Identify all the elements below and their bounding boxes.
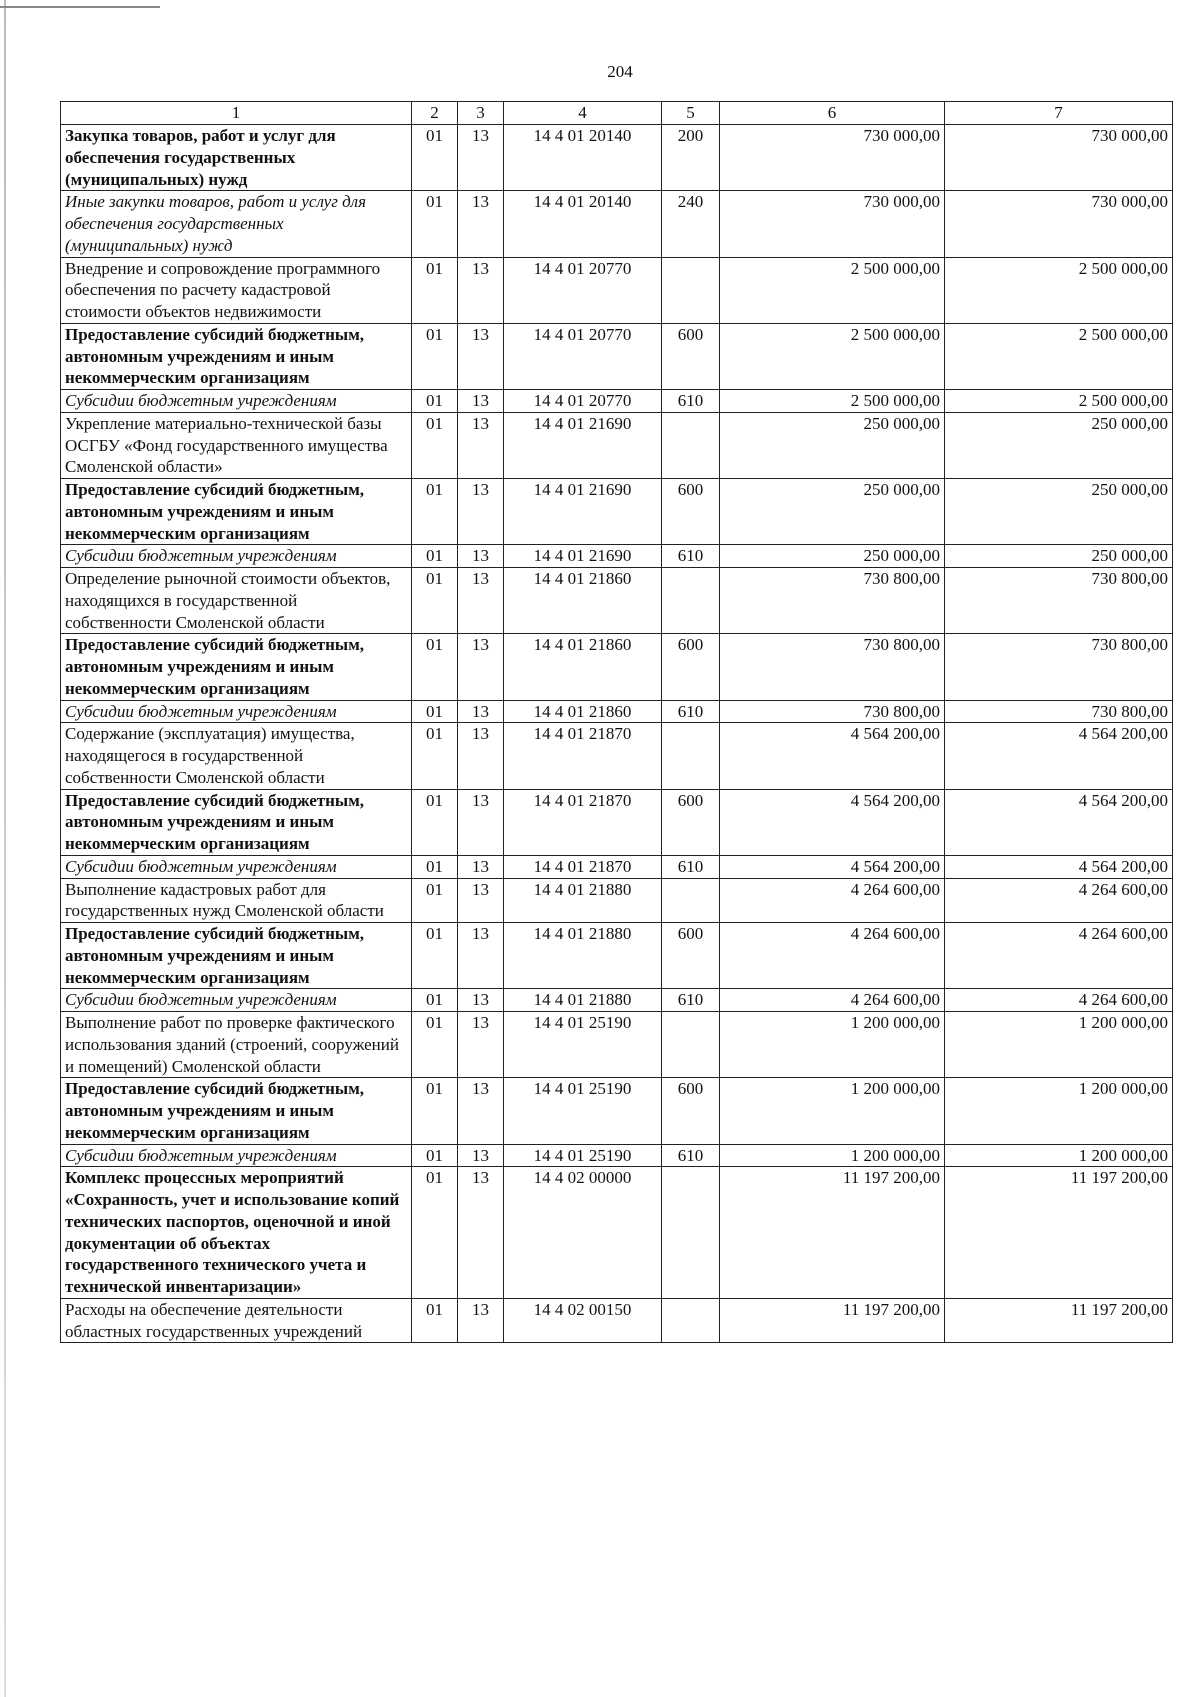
target-article-code: 14 4 01 25190 [504,1078,662,1144]
expense-name: Субсидии бюджетным учреждениям [61,855,412,878]
table-row [61,878,1173,923]
subsection-code: 13 [458,390,504,413]
expense-type-code: 200 [662,125,720,191]
expense-name: Предоставление субсидий бюджетным, автономным учреждениям и иным некоммерческим организациям [61,634,412,700]
page-number: 204 [607,62,633,81]
subsection-code: 13 [458,412,504,478]
section-code: 01 [412,700,458,723]
table-row [61,855,1173,878]
subsection-code: 13 [458,257,504,323]
section-code: 01 [412,323,458,389]
amount-year-2: 4 264 600,00 [945,989,1173,1012]
subsection-code: 13 [458,1012,504,1078]
table-row [61,634,1173,700]
amount-year-2: 730 000,00 [945,191,1173,257]
expense-name: Предоставление субсидий бюджетным, автономным учреждениям и иным некоммерческим организациям [61,923,412,989]
expense-name: Выполнение работ по проверке фактического использования зданий (строений, сооружений и помещений) Смоленской области [61,1012,412,1078]
section-code: 01 [412,878,458,923]
amount-year-2: 4 264 600,00 [945,923,1173,989]
section-code: 01 [412,1078,458,1144]
section-code: 01 [412,125,458,191]
expense-name: Субсидии бюджетным учреждениям [61,989,412,1012]
section-code: 01 [412,412,458,478]
column-header: 7 [945,102,1173,125]
section-code: 01 [412,1012,458,1078]
target-article-code: 14 4 01 21880 [504,923,662,989]
subsection-code: 13 [458,923,504,989]
subsection-code: 13 [458,323,504,389]
target-article-code: 14 4 01 21690 [504,479,662,545]
expense-name: Предоставление субсидий бюджетным, автономным учреждениям и иным некоммерческим организациям [61,323,412,389]
table-row [61,989,1173,1012]
section-code: 01 [412,989,458,1012]
expense-name: Субсидии бюджетным учреждениям [61,545,412,568]
table-row [61,1144,1173,1167]
expense-name: Иные закупки товаров, работ и услуг для обеспечения государственных (муниципальных) нужд [61,191,412,257]
expense-type-code: 600 [662,923,720,989]
amount-year-2: 4 564 200,00 [945,855,1173,878]
target-article-code: 14 4 01 21690 [504,412,662,478]
expense-name: Расходы на обеспечение деятельности областных государственных учреждений [61,1298,412,1343]
amount-year-1: 1 200 000,00 [720,1078,945,1144]
expense-type-code: 610 [662,989,720,1012]
column-header: 1 [61,102,412,125]
subsection-code: 13 [458,855,504,878]
expense-name: Предоставление субсидий бюджетным, автономным учреждениям и иным некоммерческим организациям [61,1078,412,1144]
target-article-code: 14 4 01 20140 [504,125,662,191]
target-article-code: 14 4 01 21860 [504,634,662,700]
amount-year-2: 1 200 000,00 [945,1144,1173,1167]
expense-type-code: 610 [662,855,720,878]
section-code: 01 [412,390,458,413]
expense-type-code [662,878,720,923]
target-article-code: 14 4 01 21870 [504,723,662,789]
amount-year-2: 730 800,00 [945,568,1173,634]
expense-type-code: 600 [662,789,720,855]
amount-year-2: 2 500 000,00 [945,323,1173,389]
subsection-code: 13 [458,1144,504,1167]
amount-year-2: 1 200 000,00 [945,1078,1173,1144]
expense-type-code [662,723,720,789]
expense-name: Субсидии бюджетным учреждениям [61,700,412,723]
amount-year-1: 4 564 200,00 [720,723,945,789]
target-article-code: 14 4 01 20770 [504,257,662,323]
amount-year-2: 4 264 600,00 [945,878,1173,923]
amount-year-2: 2 500 000,00 [945,390,1173,413]
header-row [61,102,1173,125]
subsection-code: 13 [458,789,504,855]
section-code: 01 [412,855,458,878]
amount-year-1: 730 800,00 [720,568,945,634]
subsection-code: 13 [458,1167,504,1299]
section-code: 01 [412,1298,458,1343]
subsection-code: 13 [458,989,504,1012]
budget-table [60,101,1173,1343]
amount-year-1: 250 000,00 [720,412,945,478]
table-row [61,789,1173,855]
amount-year-2: 4 564 200,00 [945,723,1173,789]
expense-name: Субсидии бюджетным учреждениям [61,1144,412,1167]
expense-type-code [662,1298,720,1343]
subsection-code: 13 [458,878,504,923]
section-code: 01 [412,723,458,789]
expense-name: Субсидии бюджетным учреждениям [61,390,412,413]
expense-type-code: 600 [662,634,720,700]
subsection-code: 13 [458,700,504,723]
section-code: 01 [412,634,458,700]
scan-edge [4,0,6,1697]
column-header: 5 [662,102,720,125]
target-article-code: 14 4 01 20770 [504,323,662,389]
target-article-code: 14 4 01 21870 [504,855,662,878]
amount-year-1: 4 564 200,00 [720,789,945,855]
amount-year-1: 250 000,00 [720,479,945,545]
section-code: 01 [412,191,458,257]
scan-edge-top [0,6,160,8]
column-header: 2 [412,102,458,125]
amount-year-1: 11 197 200,00 [720,1167,945,1299]
column-header: 3 [458,102,504,125]
expense-name: Комплекс процессных мероприятий «Сохранность, учет и использование копий технических паспортов, оценочной и иной документации об объектах государственного технического учета и технической инвентаризации» [61,1167,412,1299]
amount-year-1: 4 564 200,00 [720,855,945,878]
target-article-code: 14 4 01 21860 [504,700,662,723]
subsection-code: 13 [458,568,504,634]
amount-year-2: 730 800,00 [945,700,1173,723]
amount-year-1: 1 200 000,00 [720,1144,945,1167]
expense-type-code: 600 [662,1078,720,1144]
table-row [61,257,1173,323]
table-row [61,923,1173,989]
subsection-code: 13 [458,1078,504,1144]
section-code: 01 [412,789,458,855]
expense-name: Укрепление материально-технической базы ОСГБУ «Фонд государственного имущества Смоленской области» [61,412,412,478]
expense-type-code: 600 [662,323,720,389]
amount-year-1: 730 800,00 [720,634,945,700]
expense-name: Определение рыночной стоимости объектов, находящихся в государственной собственности Смоленской области [61,568,412,634]
table-row [61,323,1173,389]
table-row [61,191,1173,257]
table-row [61,412,1173,478]
amount-year-2: 250 000,00 [945,545,1173,568]
amount-year-1: 4 264 600,00 [720,923,945,989]
subsection-code: 13 [458,191,504,257]
table-row [61,723,1173,789]
expense-type-code: 610 [662,545,720,568]
target-article-code: 14 4 01 20770 [504,390,662,413]
target-article-code: 14 4 01 21870 [504,789,662,855]
expense-type-code [662,412,720,478]
table-row [61,545,1173,568]
expense-type-code: 610 [662,1144,720,1167]
expense-name: Предоставление субсидий бюджетным, автономным учреждениям и иным некоммерческим организациям [61,479,412,545]
table-row [61,1298,1173,1343]
target-article-code: 14 4 01 21860 [504,568,662,634]
table-row [61,125,1173,191]
subsection-code: 13 [458,634,504,700]
amount-year-1: 730 000,00 [720,125,945,191]
table-row [61,1167,1173,1299]
target-article-code: 14 4 02 00000 [504,1167,662,1299]
table-row [61,700,1173,723]
expense-type-code: 610 [662,390,720,413]
expense-type-code [662,1167,720,1299]
amount-year-2: 250 000,00 [945,412,1173,478]
amount-year-1: 4 264 600,00 [720,989,945,1012]
table-row [61,1078,1173,1144]
column-header: 4 [504,102,662,125]
expense-type-code: 610 [662,700,720,723]
expense-type-code: 240 [662,191,720,257]
column-header: 6 [720,102,945,125]
section-code: 01 [412,479,458,545]
section-code: 01 [412,1144,458,1167]
section-code: 01 [412,923,458,989]
amount-year-2: 730 000,00 [945,125,1173,191]
target-article-code: 14 4 02 00150 [504,1298,662,1343]
amount-year-1: 2 500 000,00 [720,257,945,323]
target-article-code: 14 4 01 20140 [504,191,662,257]
expense-type-code [662,257,720,323]
amount-year-1: 4 264 600,00 [720,878,945,923]
table-row [61,479,1173,545]
target-article-code: 14 4 01 25190 [504,1012,662,1078]
expense-name: Содержание (эксплуатация) имущества, находящегося в государственной собственности Смоленской области [61,723,412,789]
section-code: 01 [412,1167,458,1299]
section-code: 01 [412,545,458,568]
amount-year-1: 1 200 000,00 [720,1012,945,1078]
table-body [61,125,1173,1343]
target-article-code: 14 4 01 21690 [504,545,662,568]
expense-type-code [662,568,720,634]
amount-year-1: 730 800,00 [720,700,945,723]
amount-year-2: 730 800,00 [945,634,1173,700]
target-article-code: 14 4 01 21880 [504,878,662,923]
amount-year-2: 2 500 000,00 [945,257,1173,323]
amount-year-1: 250 000,00 [720,545,945,568]
table-row [61,390,1173,413]
expense-name: Внедрение и сопровождение программного обеспечения по расчету кадастровой стоимости объектов недвижимости [61,257,412,323]
subsection-code: 13 [458,723,504,789]
expense-name: Предоставление субсидий бюджетным, автономным учреждениям и иным некоммерческим организациям [61,789,412,855]
amount-year-2: 11 197 200,00 [945,1167,1173,1299]
expense-name: Выполнение кадастровых работ для государственных нужд Смоленской области [61,878,412,923]
amount-year-2: 4 564 200,00 [945,789,1173,855]
amount-year-2: 250 000,00 [945,479,1173,545]
target-article-code: 14 4 01 25190 [504,1144,662,1167]
target-article-code: 14 4 01 21880 [504,989,662,1012]
expense-type-code: 600 [662,479,720,545]
table-row [61,568,1173,634]
expense-type-code [662,1012,720,1078]
section-code: 01 [412,568,458,634]
amount-year-1: 11 197 200,00 [720,1298,945,1343]
amount-year-1: 2 500 000,00 [720,390,945,413]
subsection-code: 13 [458,479,504,545]
section-code: 01 [412,257,458,323]
amount-year-2: 11 197 200,00 [945,1298,1173,1343]
amount-year-1: 730 000,00 [720,191,945,257]
expense-name: Закупка товаров, работ и услуг для обеспечения государственных (муниципальных) нужд [61,125,412,191]
subsection-code: 13 [458,545,504,568]
subsection-code: 13 [458,125,504,191]
amount-year-2: 1 200 000,00 [945,1012,1173,1078]
subsection-code: 13 [458,1298,504,1343]
amount-year-1: 2 500 000,00 [720,323,945,389]
table-row [61,1012,1173,1078]
